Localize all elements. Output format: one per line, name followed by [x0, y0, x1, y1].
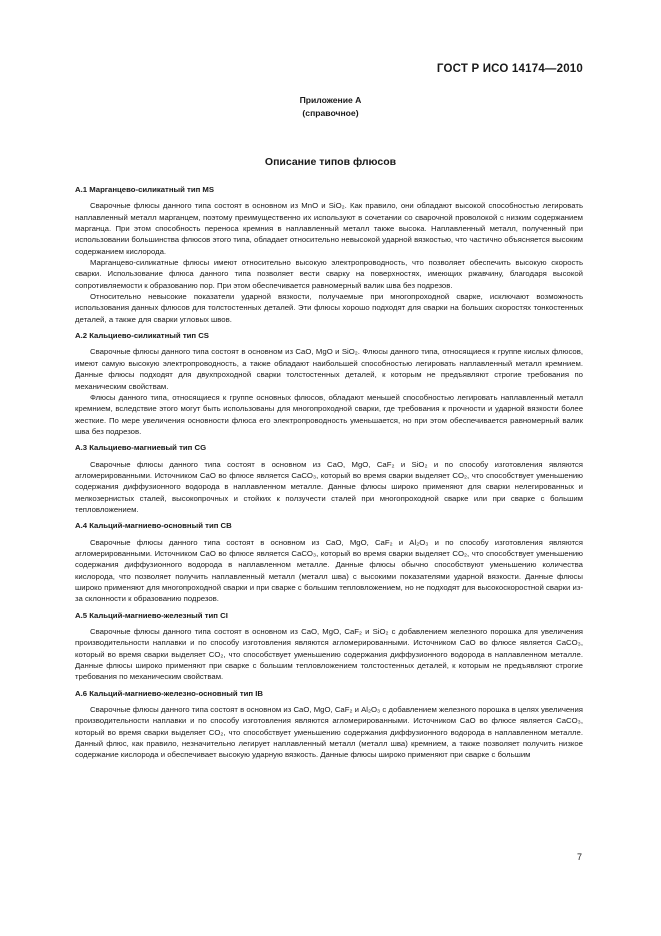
paragraph: Флюсы данного типа, относящиеся к группе основных флюсов, обладают меньшей способностью легировать наплавленный металл кремнием, вследствие этого могут быть использованы для многопроходной сварки, где требования к прочности и ударной вязкости более жесткие. По мере увеличения основности флюса его электропроводность уменьшается, но при этом обеспечивается равномерный валик шва без подрезов.	[75, 392, 583, 436]
section-heading: А.5 Кальций-магниево-железный тип CI	[75, 610, 228, 620]
section-heading: А.3 Кальциево-магниевый тип CG	[75, 443, 207, 453]
page-title: Описание типов флюсов	[264, 156, 397, 168]
paragraph: Сварочные флюсы данного типа состоят в основном из CaO, MgO, CaF₂ и Al₂O₃ с добавлением железного порошка в целях увеличения производительности наплавки и по способу изготовления являются агломерированными. Источником CaO во флюсе является CaCO₃, который во время сварки выделяет CO₂, что способствует уменьшению содержания диффузионного водорода в наплавленном металле. Данный флюс, как правило, незначительно легирует наплавленный металл (металл шва) кремнием, а также позволяет получить низкое содержание кислорода и обеспечивает высокую ударную вязкость. Данные флюсы широко применяют при сварке с большим	[75, 705, 583, 760]
section-heading: А.2 Кальциево-силикатный тип CS	[75, 331, 209, 341]
section-heading: А.6 Кальций-магниево-железно-основный тип IB	[75, 688, 263, 698]
page-number: 7	[576, 852, 582, 862]
section-heading: А.4 Кальций-магниево-основный тип CB	[75, 521, 232, 531]
paragraph: Сварочные флюсы данного типа состоят в основном из CaO, MgO, CaF₂ и SiO₂ и по способу изготовления являются агломерированными. Источником CaO во флюсе является CaCO₃, который во время сварки выделяет CO₂, что способствует уменьшению содержания диффузионного водорода в наплавленном металле. Данные флюсы широко применяют для сварки нелегированных и мелкозернистых сталей, высокопрочных и стойких к ползучести сталей при многопроходной сварке или при сварке с большим тепловложением.	[75, 459, 583, 514]
paragraph: Марганцево-силикатные флюсы имеют относительно высокую электропроводность, что позволяет обеспечить высокую скорость сварки. Использование флюса данного типа позволяет вести сварку на поверхностях, имеющих ржавчину, благодаря высокой сопротивляемости к образованию пор. При этом обеспечивается равномерный валик шва без подрезов.	[75, 258, 583, 290]
paragraph: Сварочные флюсы данного типа состоят в основном из CaO, MgO, CaF₂ и Al₂O₃ и по способу изготовления являются агломерированными. Источником CaO во флюсе является CaCO₃, который во время сварки выделяет CO₂, что способствует уменьшению содержания диффузионного водорода в наплавленном металле. Данные флюсы обычно способствуют уменьшению количества кислорода, что позволяет получить наплавленный металл (металл шва) с высокими показателями ударной вязкости. Данные флюсы широко применяют для многопроходной сварки и при сварке с большим тепловложением, но не подходят для высокоскоростной сварки из-за склонности к образованию подрезов.	[75, 537, 583, 604]
standard-code: ГОСТ Р ИСО 14174—2010	[436, 63, 583, 75]
paragraph: Сварочные флюсы данного типа состоят в основном из CaO, MgO и SiO₂. Флюсы данного типа, относящиеся к группе кислых флюсов, имеют самую высокую электропроводность, а также обладают наибольшей способностью легировать наплавленный металл кремнием. Данные флюсы подходят для двухпроходной сварки толстостенных деталей, к которым не предъявляют строгие требования по механическим свойствам.	[75, 347, 583, 391]
document-body	[75, 184, 583, 761]
paragraph: Относительно невысокие показатели ударной вязкости, получаемые при многопроходной сварке, исключают возможность использования данных флюсов для толстостенных деталей. Эти флюсы хорошо подходят для сварки на больших скоростях тонкостенных деталей, а также для сварки угловых швов.	[75, 292, 583, 324]
paragraph: Сварочные флюсы данного типа состоят в основном из CaO, MgO, CaF₂ и SiO₂ с добавлением железного порошка для увеличения производительности наплавки и по способу изготовления являются агломерированными. Источником CaO во флюсе является CaCO₃, который во время сварки выделяет CO₂, что способствует уменьшению содержания диффузионного водорода в наплавленном металле. Данные флюсы широко применяют при сварке с большим тепловложением толстостенных деталей, к которым не предъявляют строгие требования по механическим свойствам.	[75, 627, 583, 682]
appendix-heading	[0, 94, 661, 120]
section-heading: А.1 Марганцево-силикатный тип MS	[75, 185, 215, 194]
paragraph: Сварочные флюсы данного типа состоят в основном из MnO и SiO₂. Как правило, они обладают высокой способностью легировать наплавленный металл марганцем, поэтому преимущественно их используют в сочетании со сварочной проволокой с низким содержанием марганца. При этом способность переноса кремния в наплавленный металл также высока. Наплавленный металл, полученный при использовании большинства флюсов этого типа, обладает относительно невысокой ударной вязкостью, что частично объясняется высоким содержанием кислорода.	[75, 201, 583, 256]
appendix-title: Приложение А	[299, 95, 362, 105]
appendix-subtitle: (справочное)	[302, 108, 359, 118]
